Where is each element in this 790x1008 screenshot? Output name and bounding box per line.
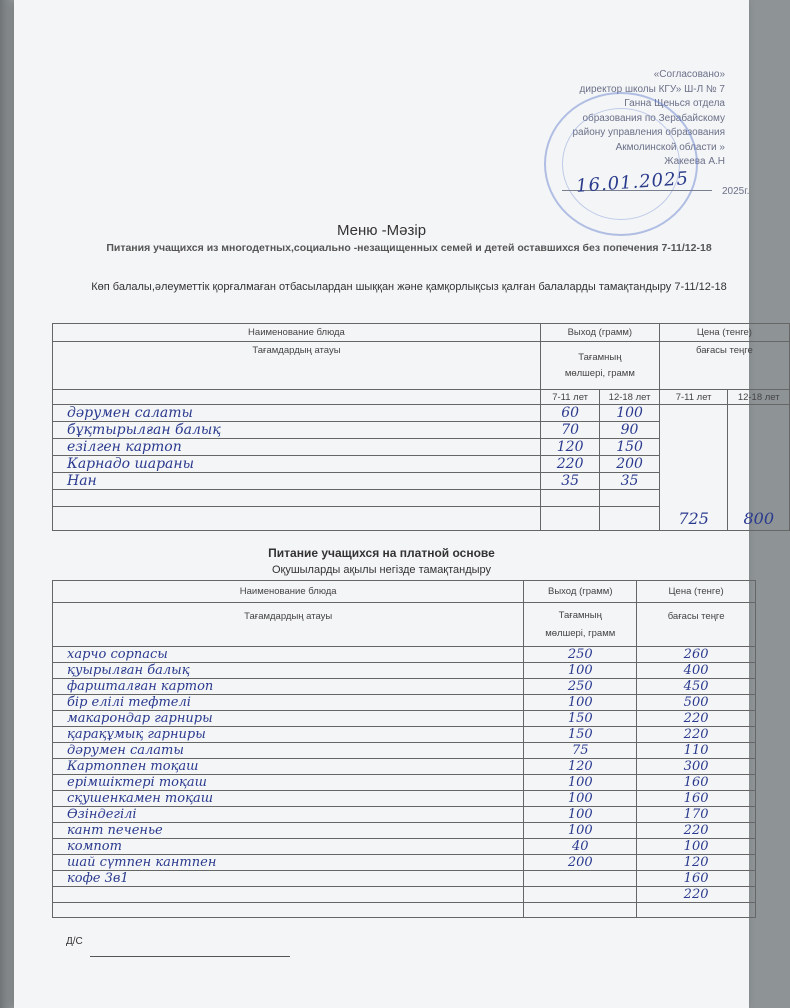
price-7-11: 725 [659,405,728,531]
dish-name: сқушенкамен тоқаш [53,791,524,807]
col-output-kz-line1: Тағамның [578,351,622,363]
dish-price: 500 [637,695,756,711]
dish-name: Картоппен тоқаш [53,759,524,775]
dish-price: 220 [637,887,756,903]
t2-col-output-kz-line1: Тағамның [558,609,602,621]
subtitle-kz: Көп балалы,әлеуметтік қорғалмаған отбасылардан шыққан және қамқорлықсыз қалған балаларды тамақтандыру 7-11/12-18 [91,281,727,293]
col-price-kz: бағасы теңге [659,342,789,390]
dish-output: 120 [524,759,637,775]
table2-row [53,663,756,679]
dish-price: 300 [637,759,756,775]
stamp-inner-ring [562,108,680,220]
table2-row [53,679,756,695]
dish-name [53,507,541,531]
age-12-18-price: 12-18 лет [728,390,790,405]
approval-line-7: Жакеева А.Н [664,156,725,167]
table2-row [53,839,756,855]
col-output-ru: Выход (грамм) [540,324,659,342]
output-7-11: 220 [540,456,599,473]
dish-name [53,887,524,903]
age-7-11-output: 7-11 лет [540,390,599,405]
age-header-blank [53,390,541,405]
dish-output: 75 [524,743,637,759]
table2-row [53,727,756,743]
dish-output: 200 [524,855,637,871]
table2-row [53,871,756,887]
table2-row [53,695,756,711]
dish-price: 160 [637,791,756,807]
dish-output: 250 [524,679,637,695]
dish-price: 120 [637,855,756,871]
dish-name: дәрумен салаты [53,743,524,759]
approval-line-3: Ганна Щенься отдела [624,98,725,109]
dish-output: 100 [524,791,637,807]
dish-price: 400 [637,663,756,679]
t2-col-price-kz: бағасы теңге [637,603,756,647]
t2-col-output-ru: Выход (грамм) [524,581,637,603]
table2-row [53,759,756,775]
dish-output [524,903,637,918]
price-12-18: 800 [728,405,790,531]
output-7-11: 120 [540,439,599,456]
dish-price [637,903,756,918]
output-12-18: 100 [600,405,659,422]
t2-col-name-kz: Тағамдардың атауы [53,603,524,647]
dish-name: макарондар гарниры [53,711,524,727]
approval-year: 2025г. [722,186,750,197]
output-7-11: 70 [540,422,599,439]
dish-name [53,490,541,507]
table2-row [53,791,756,807]
page-edge-shadow [0,0,14,1008]
dish-price: 220 [637,711,756,727]
dish-price: 260 [637,647,756,663]
output-7-11: 60 [540,405,599,422]
dish-name: дәрумен салаты [53,405,541,422]
output-7-11: 35 [540,473,599,490]
output-7-11 [540,507,599,531]
approval-line-4: образования по Зерабайскому [582,112,725,124]
ds-label: Д/С [66,936,83,947]
dish-output: 100 [524,775,637,791]
table2-row [53,711,756,727]
dish-output [524,871,637,887]
dish-name: кант печенье [53,823,524,839]
col-name-ru: Наименование блюда [53,324,541,342]
dish-price: 100 [637,839,756,855]
dish-name: компот [53,839,524,855]
dish-output: 100 [524,823,637,839]
dish-name: Карнадо шараны [53,456,541,473]
menu-table-paid [52,580,756,918]
table2-row [53,903,756,918]
dish-price: 220 [637,727,756,743]
dish-price: 170 [637,807,756,823]
output-12-18: 35 [600,473,659,490]
subtitle-ru: Питания учащихся из многодетных,социально -незащищенных семей и детей оставшихся без попечения 7-11/12-18 [106,242,712,254]
output-12-18: 90 [600,422,659,439]
dish-price: 160 [637,775,756,791]
handwritten-date: 16.01.2025 [575,168,690,197]
approval-line-1: «Согласовано» [653,69,725,80]
ds-signature-line [90,956,290,957]
col-output-kz [540,342,659,390]
t2-col-price-ru: Цена (тенге) [637,581,756,603]
age-12-18-output: 12-18 лет [600,390,659,405]
approval-line-6: Акмолинской области » [615,141,725,153]
paid-section-title-ru: Питание учащихся на платной основе [268,546,495,560]
dish-name: ерімшіктері тоқаш [53,775,524,791]
col-name-kz: Тағамдардың атауы [53,342,541,390]
output-12-18: 200 [600,456,659,473]
dish-name: қарақұмық гарниры [53,727,524,743]
dish-name [53,903,524,918]
dish-price: 160 [637,871,756,887]
t2-col-name-ru: Наименование блюда [53,581,524,603]
dish-output [524,887,637,903]
t2-col-output-kz [524,603,637,647]
col-output-kz-line2: мөлшері, грамм [564,367,635,379]
approval-line-5: району управления образования [572,127,725,138]
page-title: Меню -Мәзір [336,222,427,239]
dish-name: бір елілі тефтелі [53,695,524,711]
dish-output: 100 [524,663,637,679]
table2-row [53,887,756,903]
output-12-18 [600,507,659,531]
table2-row [53,855,756,871]
age-7-11-price: 7-11 лет [659,390,728,405]
dish-name: шай сүтпен кантпен [53,855,524,871]
dish-name: кофе 3в1 [53,871,524,887]
dish-output: 100 [524,807,637,823]
output-7-11 [540,490,599,507]
dish-output: 100 [524,695,637,711]
dish-name: Өзіндегілі [53,807,524,823]
dish-name: Нан [53,473,541,490]
dish-output: 40 [524,839,637,855]
t2-col-output-kz-line2: мөлшері, грамм [545,627,616,639]
dish-name: фаршталған картоп [53,679,524,695]
dish-output: 250 [524,647,637,663]
dish-name: харчо сорпасы [53,647,524,663]
table2-row [53,807,756,823]
table2-row [53,647,756,663]
output-12-18: 150 [600,439,659,456]
official-stamp [544,92,698,236]
paid-section-title-kz: Оқушыларды ақылы негізде тамақтандыру [271,564,492,576]
dish-price: 450 [637,679,756,695]
table2-row [53,743,756,759]
dish-price: 220 [637,823,756,839]
dish-price: 110 [637,743,756,759]
dish-name: қуырылған балық [53,663,524,679]
col-price-ru: Цена (тенге) [659,324,789,342]
table2-row [53,775,756,791]
table1-row [53,405,790,422]
document-page [14,0,780,1008]
menu-table-free [52,323,790,531]
dish-output: 150 [524,711,637,727]
output-12-18 [600,490,659,507]
table2-row [53,823,756,839]
dish-output: 150 [524,727,637,743]
dish-name: бұқтырылған балық [53,422,541,439]
approval-line-2: директор школы КГУ» Ш-Л № 7 [579,83,725,95]
dish-name: езілген картоп [53,439,541,456]
